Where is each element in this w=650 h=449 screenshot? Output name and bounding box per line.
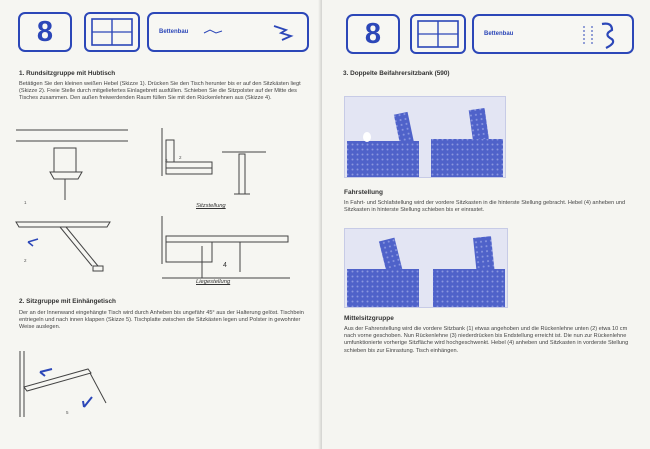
- photo-mittelsitzgruppe: [344, 228, 508, 308]
- sketch-number-2: 2: [24, 258, 27, 263]
- section3-title: 3. Doppelte Beifahrersitzbank (590): [343, 70, 450, 77]
- caption-mittelsitzgruppe: Mittelsitzgruppe: [344, 315, 394, 322]
- sketch-number-3: 3: [165, 158, 168, 163]
- section-label-box: [147, 12, 309, 52]
- sketch-number-1: 1: [24, 200, 27, 205]
- section2-title: 2. Sitzgruppe mit Einhängetisch: [19, 298, 116, 305]
- chapter-number-badge: 8: [18, 12, 72, 52]
- sketch-label-sitzstellung: Sitzstellung: [196, 203, 226, 209]
- section2-paragraph: Der an der Innenwand eingehängte Tisch wird durch Anheben bis ungefähr 45° aus der Halterung gelöst. Tischbein entriegeln und nach innen klappen (Skizze 5). Tischplatte zwischen die Sitzkästen legen und Polster in gewohnter Weise auslegen.: [19, 310, 304, 331]
- sketch-3: [162, 128, 266, 194]
- caption-fahrstellung: Fahrstellung: [344, 189, 384, 196]
- paragraph-mittelsitzgruppe: Aus der Fahrerstellung wird die vordere Sitzbank (1) etwas angehoben und die Rückenlehne unten (2) etwa 10 cm nach vorne geschoben. Nun Rückenlehne (3) niederdrücken bis Endstellung erreicht ist. Die nun zur Rückenlehne umfunktionierte vorherige Sitzfläche wird hochgeschwenkt. Hebel (4) anheben und Sitzkasten in vorderste Stellung schieben bis zur Einrastung. Tisch einhängen.: [344, 326, 629, 354]
- section1-paragraph: Betätigen Sie den kleinen weißen Hebel (Skizze 1). Drücken Sie den Tisch herunter bis er auf den Sitzkästen liegt (Skizze 2). Freie Stelle durch mitgeliefertes Einlagebrett ausfüllen. Schieben Sie die Sitzpolster auf der Mitte des Tisches zusammen. Den außen freiwerdenden Raum füllen Sie mit den Rückenlehnen aus (Skizze 4).: [19, 81, 301, 102]
- paragraph-fahrstellung: In Fahrt- und Schlafstellung wird der vordere Sitzkasten in die hinterste Stellung gebracht. Hebel (4) anheben und Sitzkasten in hinterste Stellung schieben bis er einrastet.: [344, 200, 626, 214]
- sketch-1: [16, 130, 128, 200]
- left-page: [0, 0, 322, 449]
- table-sketches: [0, 118, 322, 293]
- section1-title: 1. Rundsitzgruppe mit Hubtisch: [19, 70, 116, 77]
- chapter-number-badge: 8: [346, 14, 400, 54]
- sketch-number-4: 4: [223, 262, 227, 269]
- section-label-box: [472, 14, 634, 54]
- sketch-5: [10, 345, 130, 425]
- photo-fahrstellung: [344, 96, 506, 178]
- window-icon: [84, 12, 140, 52]
- window-icon: [410, 14, 466, 54]
- sketch-number-5: 5: [66, 410, 69, 415]
- sketch-label-liegestellung: Liegestellung: [196, 279, 231, 285]
- sketch-2: [16, 222, 110, 271]
- right-page: [322, 0, 650, 449]
- section-label: Bettenbau: [484, 31, 514, 37]
- bed-sketch-icon: [149, 14, 307, 50]
- section-label: Bettenbau: [159, 29, 189, 35]
- bed-sketch-icon: [474, 16, 632, 52]
- sketch-circle-2: 2: [179, 155, 182, 160]
